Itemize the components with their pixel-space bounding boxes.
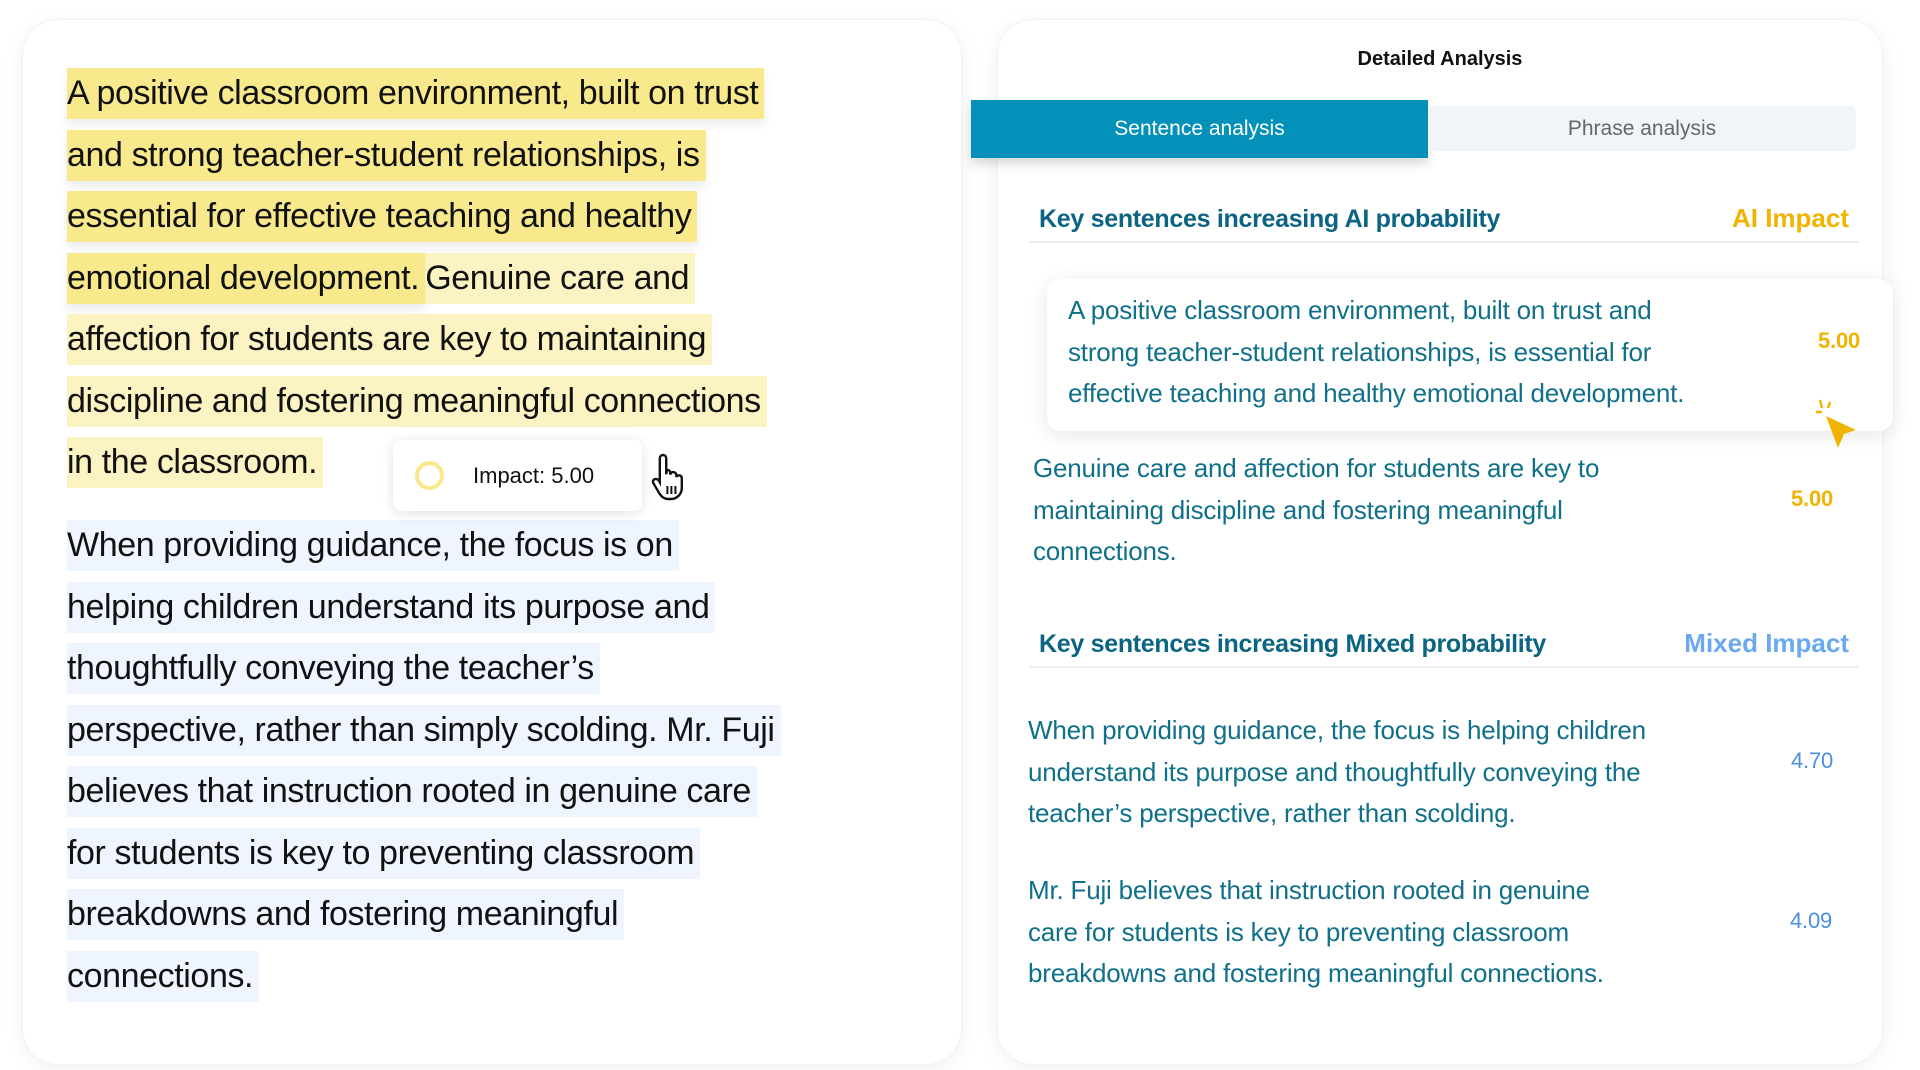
ai-highlight-segment[interactable]: Genuine care and — [425, 253, 695, 304]
ai-impact-value: 5.00 — [1791, 486, 1834, 511]
sentence-line: connections. — [1033, 536, 1177, 566]
ai-highlight-segment[interactable]: A positive classroom environment, built on trust — [67, 68, 764, 119]
mixed-highlight-segment[interactable]: helping children understand its purpose and — [67, 582, 715, 633]
sentence-line: effective teaching and healthy emotional development. — [1068, 378, 1685, 408]
text-line — [67, 68, 947, 119]
text-line — [67, 766, 947, 817]
text-line — [67, 130, 947, 181]
mixed-section-title: Key sentences increasing Mixed probability — [1039, 630, 1547, 658]
text-line — [67, 643, 947, 694]
hand-cursor-icon — [649, 452, 693, 502]
sentence-line: strong teacher-student relationships, is essential for — [1068, 336, 1652, 367]
paragraph-ai — [67, 68, 947, 488]
document-text — [67, 68, 947, 1012]
text-line — [67, 951, 947, 1002]
ai-highlight-segment[interactable]: and strong teacher-student relationships, is — [67, 130, 706, 181]
sentence-line: maintaining discipline and fostering meaningful — [1033, 494, 1563, 525]
mixed-sentence-item[interactable] — [1028, 870, 1858, 995]
ai-sentence-item[interactable] — [1068, 290, 1868, 415]
mixed-highlight-segment[interactable]: connections. — [67, 951, 259, 1002]
mixed-highlight-segment[interactable]: When providing guidance, the focus is on — [67, 520, 679, 571]
mixed-impact-label: Mixed Impact — [1684, 628, 1849, 658]
mixed-highlight-segment[interactable]: thoughtfully conveying the teacher’s — [67, 643, 600, 694]
mixed-highlight-segment[interactable]: perspective, rather than simply scolding. Mr. Fuji — [67, 705, 781, 756]
detailed-analysis-panel — [997, 19, 1883, 1065]
ai-highlight-segment[interactable]: emotional development. — [67, 253, 425, 304]
tab-phrase-analysis[interactable]: Phrase analysis — [1428, 106, 1856, 151]
ai-section-header — [1029, 205, 1859, 243]
mixed-impact-value: 4.09 — [1790, 908, 1833, 933]
text-line — [67, 253, 947, 304]
text-line — [67, 376, 947, 427]
sentence-line: care for students is key to preventing classroom — [1028, 916, 1569, 947]
ai-highlight-segment[interactable]: affection for students are key to maintaining — [67, 314, 712, 365]
mixed-impact-value: 4.70 — [1791, 748, 1834, 773]
document-panel — [22, 19, 962, 1065]
ai-section-title: Key sentences increasing AI probability — [1039, 205, 1501, 233]
text-line — [67, 314, 947, 365]
text-line — [67, 705, 947, 756]
paragraph-mixed — [67, 520, 947, 1002]
sentence-line: When providing guidance, the focus is helping children — [1028, 715, 1646, 745]
impact-tooltip-label: Impact: 5.00 — [473, 463, 595, 488]
mixed-highlight-segment[interactable]: believes that instruction rooted in genuine care — [67, 766, 757, 817]
sentence-line: breakdowns and fostering meaningful connections. — [1028, 958, 1604, 988]
panel-title: Detailed Analysis — [1357, 48, 1523, 70]
arrow-cursor-icon — [1816, 398, 1864, 454]
text-line — [67, 520, 947, 571]
ai-impact-label: AI Impact — [1731, 203, 1849, 233]
sentence-line: A positive classroom environment, built on trust and — [1068, 295, 1652, 325]
mixed-highlight-segment[interactable]: for students is key to preventing classroom — [67, 828, 700, 879]
tab-sentence-analysis[interactable]: Sentence analysis — [971, 100, 1428, 158]
text-line — [67, 889, 947, 940]
ai-highlight-segment[interactable]: in the classroom. — [67, 437, 323, 488]
text-line — [67, 828, 947, 879]
sentence-line: teacher’s perspective, rather than scolding. — [1028, 798, 1516, 828]
ai-sentence-item[interactable] — [1033, 448, 1863, 573]
impact-ring-icon — [415, 461, 444, 490]
ai-highlight-segment[interactable]: discipline and fostering meaningful connections — [67, 376, 767, 427]
sentence-line: Mr. Fuji believes that instruction rooted in genuine — [1028, 875, 1590, 905]
sentence-line: understand its purpose and thoughtfully conveying the — [1028, 756, 1641, 787]
ai-impact-value: 5.00 — [1818, 328, 1861, 353]
impact-tooltip — [393, 440, 642, 511]
text-line — [67, 191, 947, 242]
text-line — [67, 582, 947, 633]
ai-highlight-segment[interactable]: essential for effective teaching and healthy — [67, 191, 697, 242]
sentence-line: Genuine care and affection for students are key to — [1033, 453, 1600, 483]
mixed-section-header — [1029, 630, 1859, 668]
mixed-sentence-item[interactable] — [1028, 710, 1858, 835]
mixed-highlight-segment[interactable]: breakdowns and fostering meaningful — [67, 889, 624, 940]
